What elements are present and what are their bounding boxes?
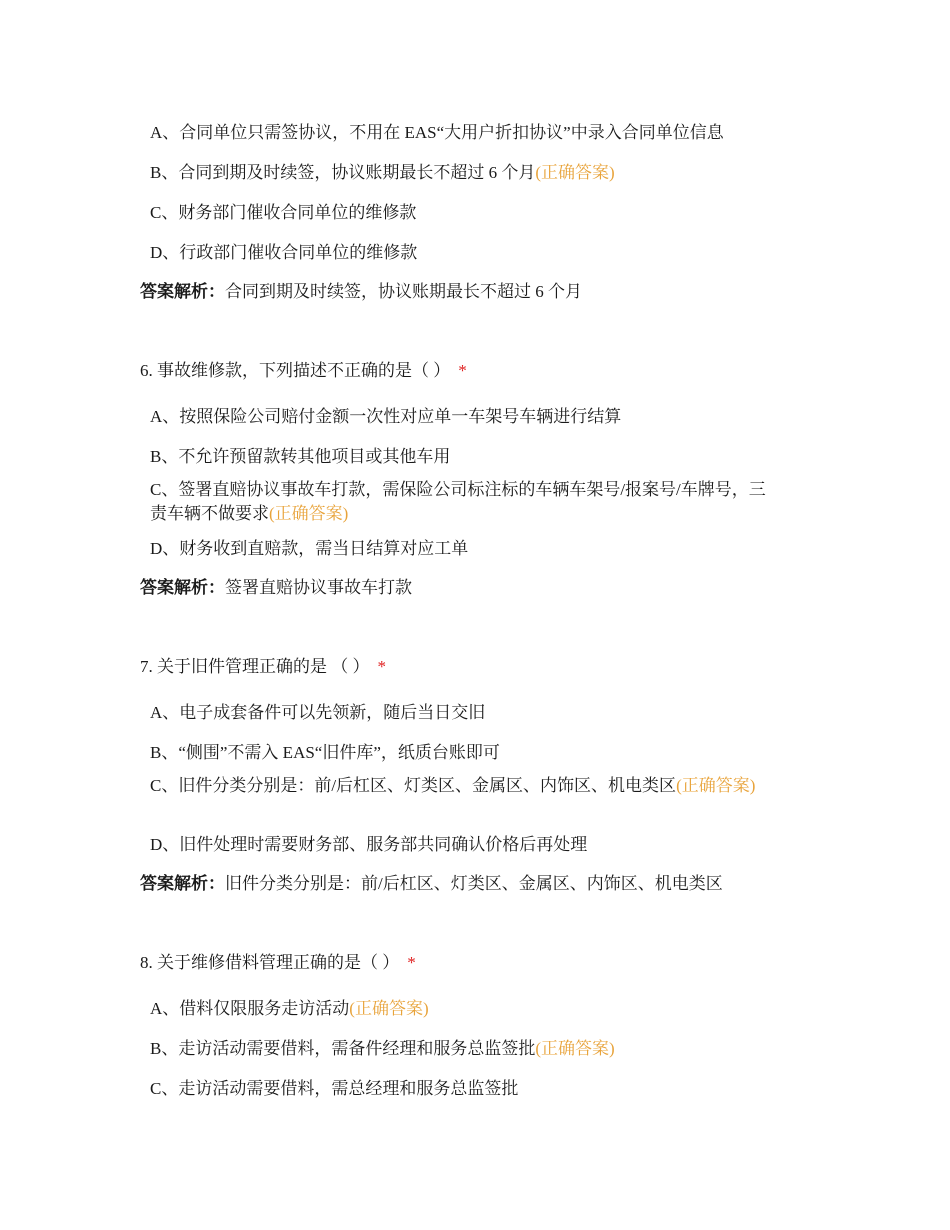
question-title: 8. 关于维修借料管理正确的是（ ） * — [140, 953, 416, 972]
option-a: A、电子成套备件可以先领新，随后当日交旧 — [150, 703, 486, 722]
option-d: D、旧件处理时需要财务部、服务部共同确认价格后再处理 — [150, 835, 588, 854]
question-title: 7. 关于旧件管理正确的是 （ ） * — [140, 657, 386, 676]
option-b: B、走访活动需要借料，需备件经理和服务总监签批(正确答案) — [150, 1039, 615, 1058]
question-5-options — [140, 121, 800, 281]
analysis-label: 答案解析： — [140, 874, 225, 893]
question-title: 6. 事故维修款，下列描述不正确的是（ ） * — [140, 361, 467, 380]
required-asterisk: * — [458, 361, 467, 380]
analysis-label: 答案解析： — [140, 578, 225, 597]
question-6-options — [140, 405, 800, 577]
answer-analysis — [140, 872, 800, 896]
question-7-analysis — [140, 872, 800, 896]
option-a: A、借料仅限服务走访活动(正确答案) — [150, 999, 429, 1018]
option-b: B、合同到期及时续签，协议账期最长不超过 6 个月(正确答案) — [150, 163, 615, 182]
question-8-title — [140, 951, 800, 975]
required-asterisk: * — [377, 657, 386, 676]
correct-answer-mark: (正确答案) — [535, 163, 615, 182]
option-c: C、签署直赔协议事故车打款，需保险公司标注标的车辆车架号/报案号/车牌号，三责车辆不做要求(正确答案) — [150, 480, 766, 523]
correct-answer-mark: (正确答案) — [676, 776, 756, 795]
option-d: D、财务收到直赔款，需当日结算对应工单 — [150, 539, 469, 558]
option-b: B、不允许预留款转其他项目或其他车用 — [150, 447, 451, 466]
analysis-text: 签署直赔协议事故车打款 — [225, 578, 412, 597]
option-d: D、行政部门催收合同单位的维修款 — [150, 243, 418, 262]
option-c: C、走访活动需要借料，需总经理和服务总监签批 — [150, 1079, 519, 1098]
correct-answer-mark: (正确答案) — [535, 1039, 615, 1058]
question-8-options — [140, 997, 800, 1117]
question-7-options — [140, 701, 800, 873]
option-a: A、合同单位只需签协议，不用在 EAS“大用户折扣协议”中录入合同单位信息 — [150, 123, 724, 142]
question-7-title — [140, 655, 800, 679]
answer-analysis — [140, 280, 800, 304]
option-b: B、“侧围”不需入 EAS“旧件库”，纸质台账即可 — [150, 743, 500, 762]
answer-analysis — [140, 576, 800, 600]
option-c: C、旧件分类分别是：前/后杠区、灯类区、金属区、内饰区、机电类区(正确答案) — [150, 776, 756, 795]
question-6-analysis — [140, 576, 800, 600]
analysis-text: 旧件分类分别是：前/后杠区、灯类区、金属区、内饰区、机电类区 — [225, 874, 723, 893]
required-asterisk: * — [407, 953, 416, 972]
correct-answer-mark: (正确答案) — [269, 504, 349, 523]
correct-answer-mark: (正确答案) — [349, 999, 429, 1018]
option-a: A、按照保险公司赔付金额一次性对应单一车架号车辆进行结算 — [150, 407, 622, 426]
option-c: C、财务部门催收合同单位的维修款 — [150, 203, 417, 222]
analysis-text: 合同到期及时续签，协议账期最长不超过 6 个月 — [225, 282, 582, 301]
question-5-analysis — [140, 280, 800, 304]
analysis-label: 答案解析： — [140, 282, 225, 301]
question-6-title — [140, 359, 800, 383]
